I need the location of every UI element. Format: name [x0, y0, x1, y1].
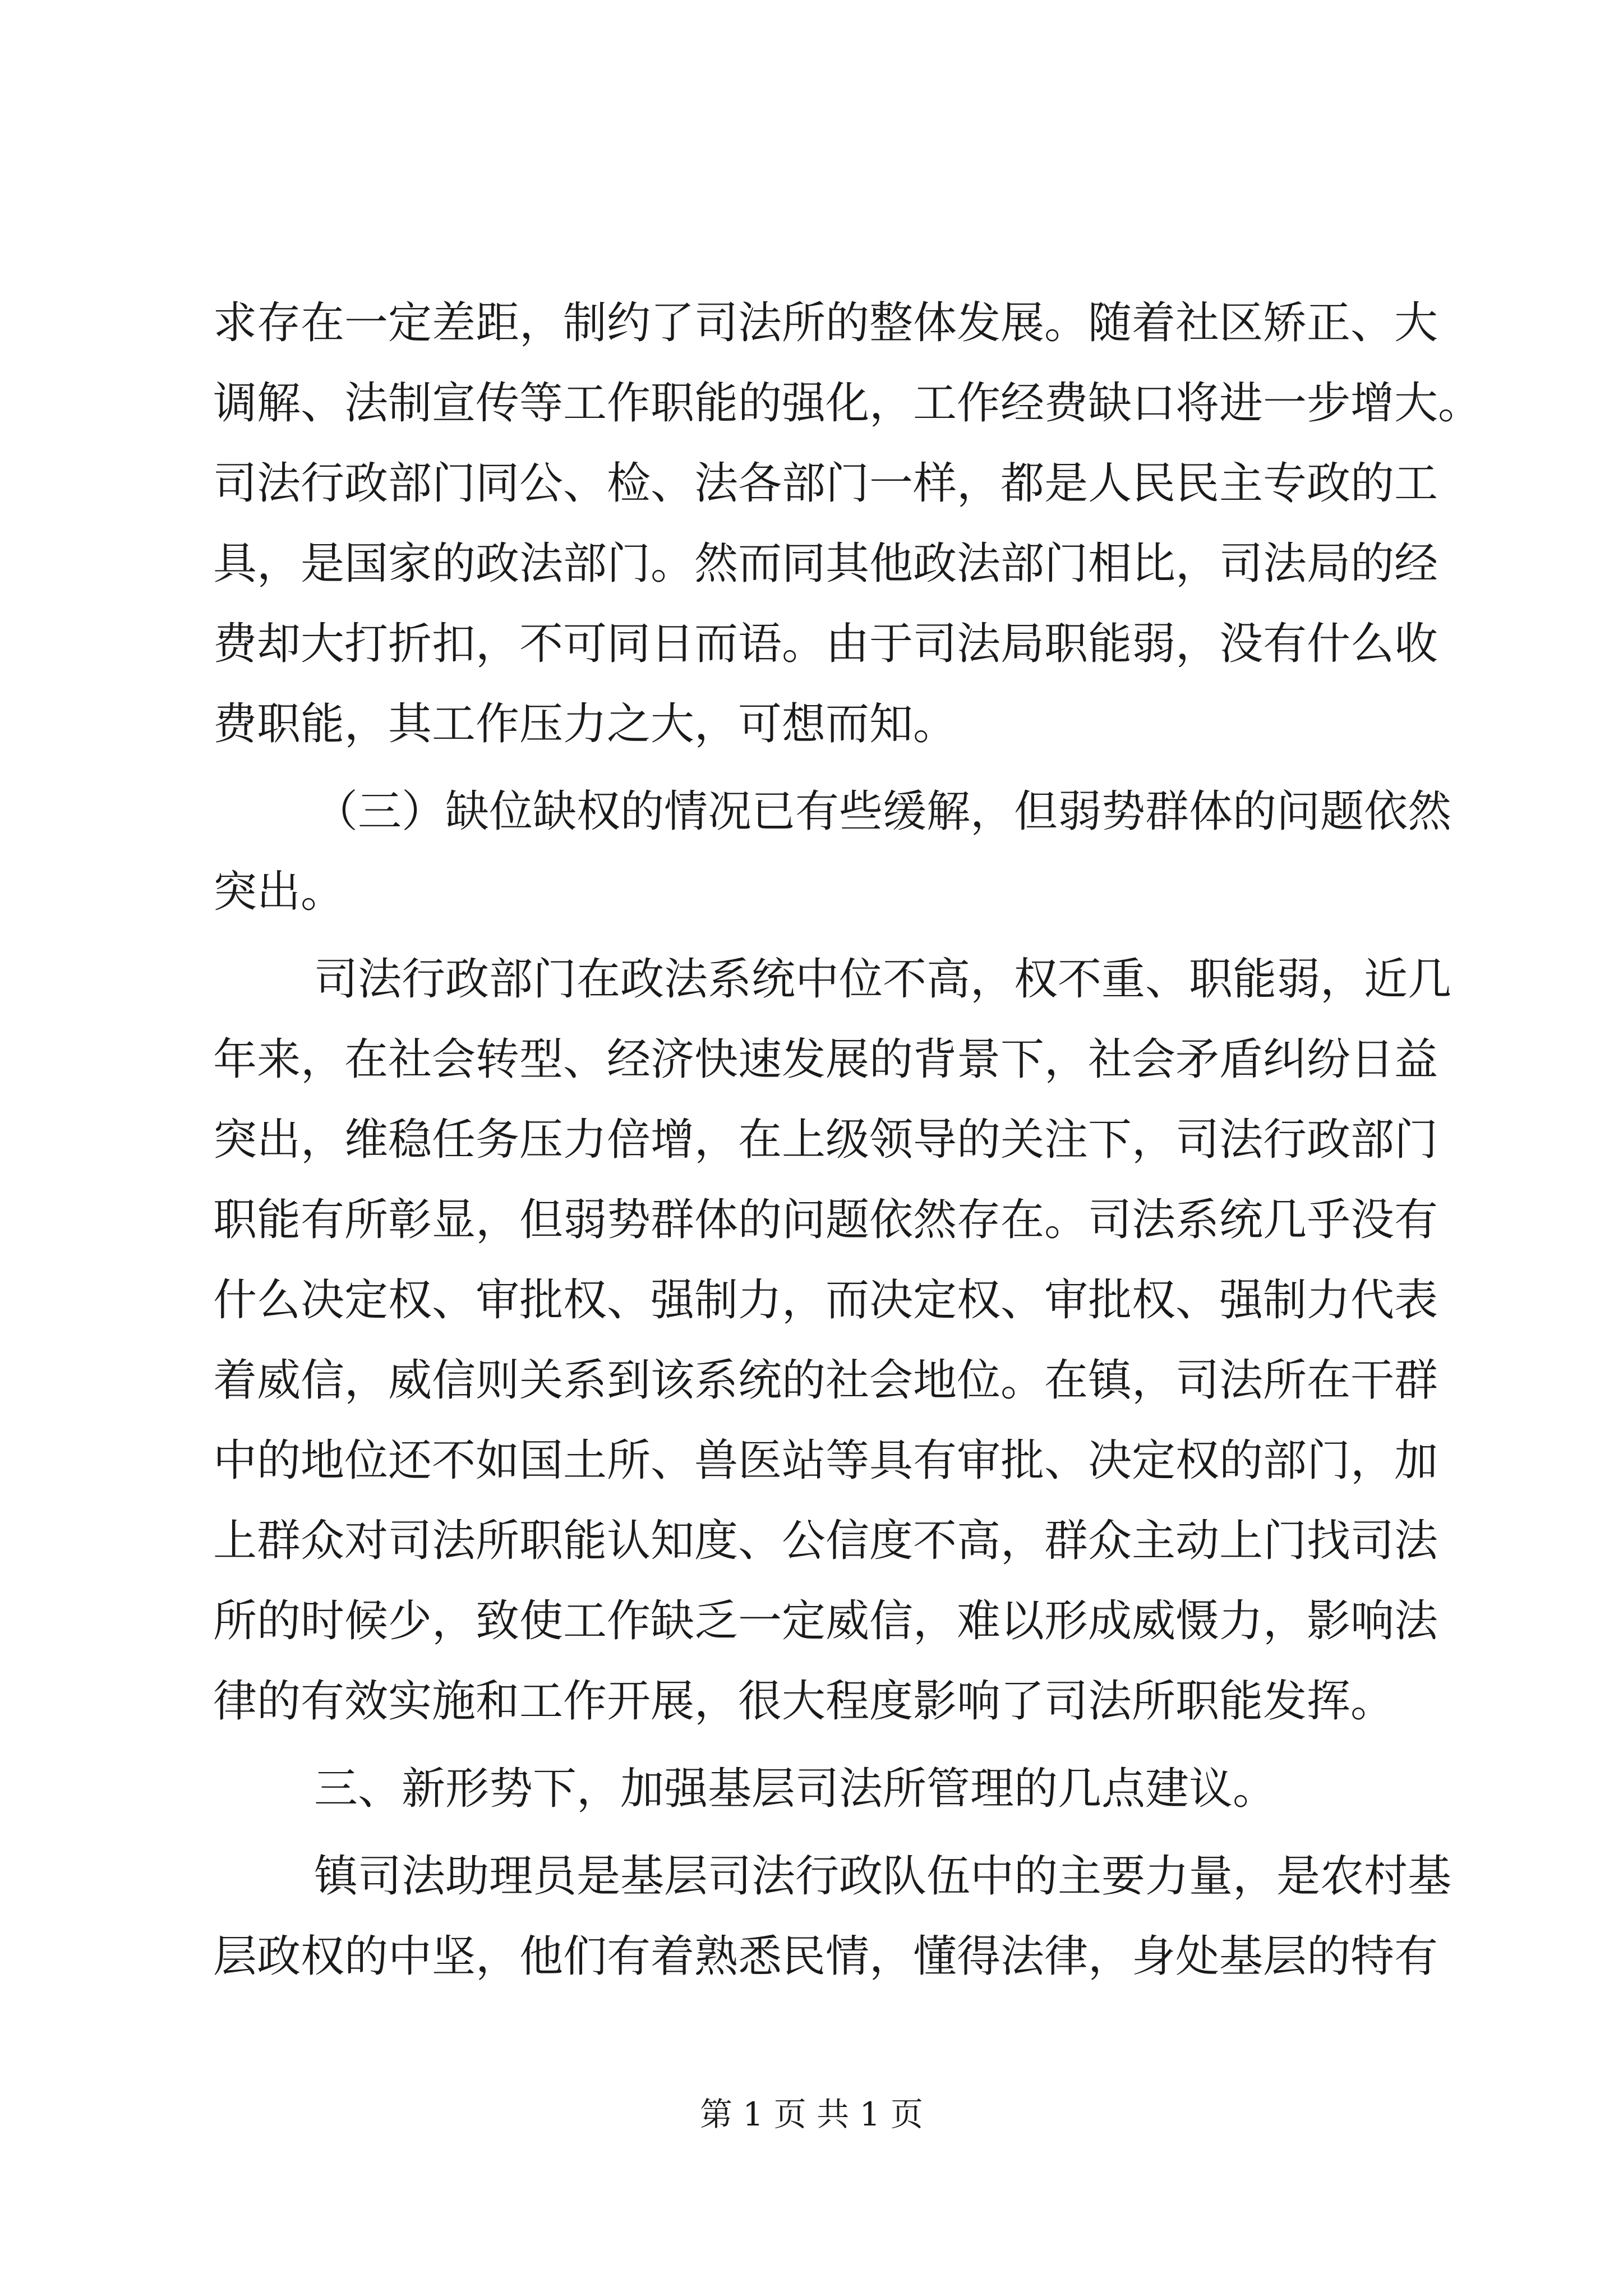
- text-line: 突出。: [213, 867, 345, 917]
- text-line: 上群众对司法所职能认知度、公信度不高，群众主动上门找司法: [213, 1516, 1438, 1566]
- text-line: 中的地位还不如国土所、兽医站等具有审批、决定权的部门，加: [213, 1435, 1438, 1486]
- text-line: 费职能，其工作压力之大，可想而知。: [213, 699, 957, 749]
- text-line: 镇司法助理员是基层司法行政队伍中的主要力量，是农村基: [314, 1851, 1452, 1902]
- text-line: 突出，维稳任务压力倍增，在上级领导的关注下，司法行政部门: [213, 1115, 1438, 1165]
- section-heading: [213, 1749, 1413, 1829]
- document-body: [213, 283, 1482, 1997]
- text-line: 费却大打折扣，不可同日而语。由于司法局职能弱，没有什么收: [213, 619, 1438, 669]
- text-line: （三）缺位缺权的情况已有些缓解，但弱势群体的问题依然: [314, 786, 1452, 837]
- paragraph: [213, 1837, 1452, 1997]
- text-line: 着威信，威信则关系到该系统的社会地位。在镇，司法所在干群: [213, 1355, 1438, 1406]
- text-line: 层政权的中坚，他们有着熟悉民情，懂得法律，身处基层的特有: [213, 1931, 1438, 1982]
- paragraph: [213, 283, 1482, 765]
- text-line: 司法行政部门同公、检、法各部门一样，都是人民民主专政的工: [213, 458, 1438, 509]
- text-line: 求存在一定差距，制约了司法所的整体发展。随着社区矫正、大: [213, 298, 1438, 348]
- page-number-footer: 第 1 页 共 1 页: [700, 2095, 923, 2133]
- section-heading: [213, 772, 1452, 932]
- paragraph: [213, 940, 1452, 1742]
- text-line: 什么决定权、审批权、强制力，而决定权、审批权、强制力代表: [213, 1275, 1438, 1326]
- text-line: 三、新形势下，加强基层司法所管理的几点建议。: [314, 1764, 1277, 1814]
- text-line: 具，是国家的政法部门。然而同其他政法部门相比，司法局的经: [213, 539, 1438, 589]
- text-line: 律的有效实施和工作开展，很大程度影响了司法所职能发挥。: [213, 1676, 1395, 1727]
- text-line: 职能有所彰显，但弱势群体的问题依然存在。司法系统几乎没有: [213, 1195, 1438, 1245]
- text-line: 年来，在社会转型、经济快速发展的背景下，社会矛盾纠纷日益: [213, 1034, 1438, 1085]
- text-line: 调解、法制宣传等工作职能的强化，工作经费缺口将进一步增大。: [213, 378, 1482, 429]
- text-line: 司法行政部门在政法系统中位不高，权不重、职能弱，近几: [314, 954, 1452, 1005]
- text-line: 所的时候少，致使工作缺乏一定威信，难以形成威慑力，影响法: [213, 1596, 1438, 1646]
